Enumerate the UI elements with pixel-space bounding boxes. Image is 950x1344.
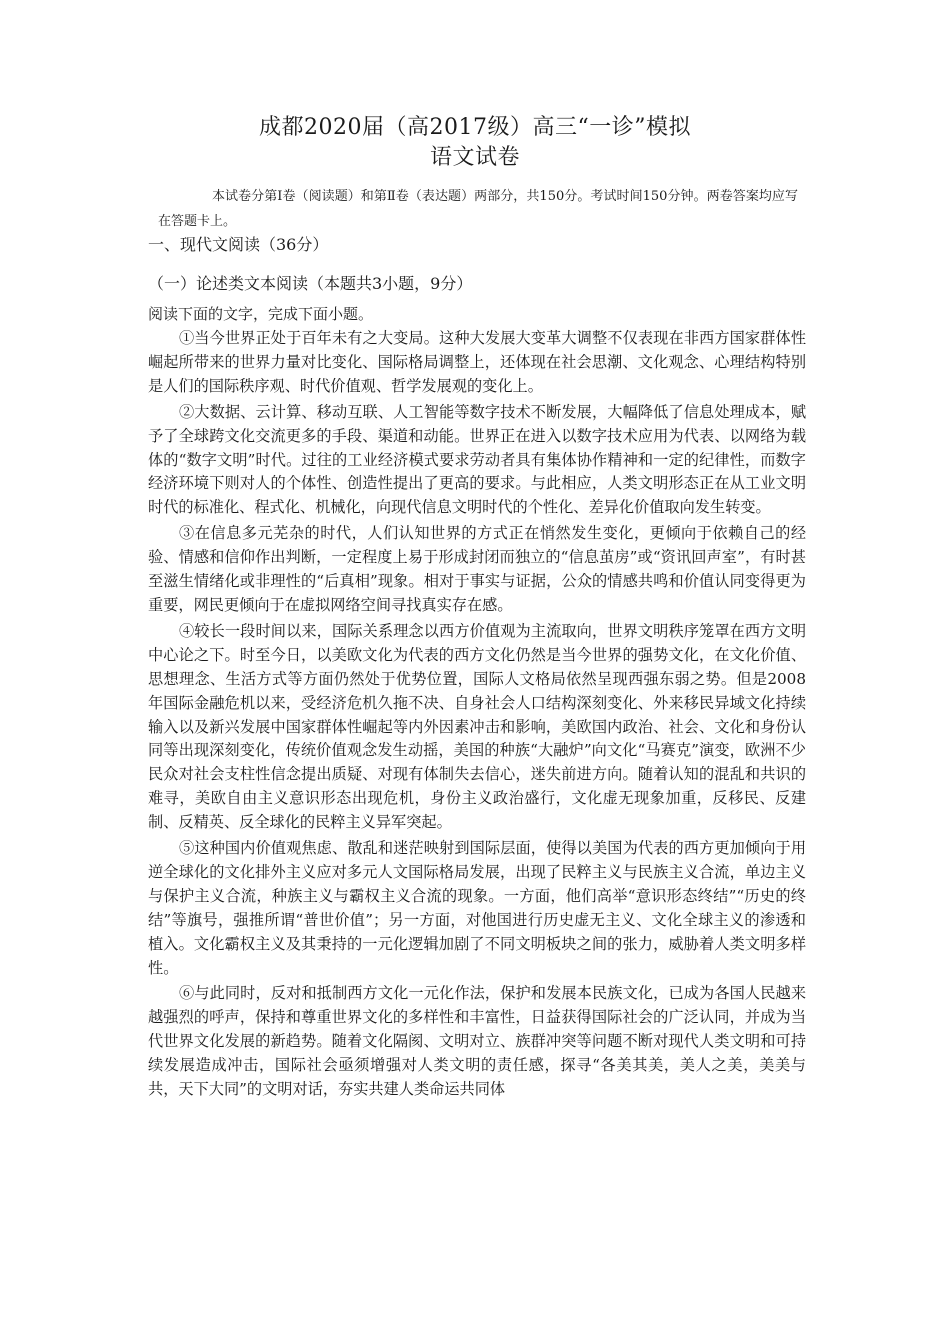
exam-instructions: 本试卷分第Ⅰ卷（阅读题）和第Ⅱ卷（表达题）两部分，共150分。考试时间150分钟。两卷答案均应写在答题卡上。 [158, 189, 798, 229]
passage-paragraph-3: ③在信息多元芜杂的时代，人们认知世界的方式正在悄然发生变化，更倾向于依赖自己的经验、情感和信仰作出判断，一定程度上易于形成封闭而独立的“信息茧房”或“资讯回声室”，有时甚至滋生情绪化或非理性的“后真相”现象。相对于事实与证据，公众的情感共鸣和价值认同变得更为重要，网民更倾向于在虚拟网络空间寻找真实存在感。 [148, 524, 806, 614]
passage-paragraph-2: ②大数据、云计算、移动互联、人工智能等数字技术不断发展，大幅降低了信息处理成本，赋予了全球跨文化交流更多的手段、渠道和动能。世界正在进入以数字技术应用为代表、以网络为载体的“数字文明”时代。过往的工业经济模式要求劳动者具有集体协作精神和一定的纪律性，而数字经济环境下则对人的个体性、创造性提出了更高的要求。与此相应，人类文明形态正在从工业文明时代的标准化、程式化、机械化，向现代信息文明时代的个性化、差异化价值取向发生转变。 [148, 402, 806, 517]
passage-paragraph-6: ⑥与此同时，反对和抵制西方文化一元化作法，保护和发展本民族文化，已成为各国人民越来越强烈的呼声，保持和尊重世界文化的多样性和丰富性，日益获得国际社会的广泛认同，并成为当代世界文化发展的新趋势。随着文化隔阂、文明对立、族群冲突等问题不断对现代人类文明和可持续发展造成冲击，国际社会亟须增强对人类文明的责任感，探寻“各美其美，美人之美，美美与共，天下大同”的文明对话，夯实共建人类命运共同体 [148, 984, 806, 1099]
passage-paragraph-4: ④较长一段时间以来，国际关系理念以西方价值观为主流取向，世界文明秩序笼罩在西方文明中心论之下。时至今日，以美欧文化为代表的西方文化仍然是当今世界的强势文化，在文化价值、思想理念、生活方式等方面仍然处于优势位置，国际人文格局依然呈现西强东弱之势。但是2008年国际金融危机以来，受经济危机久拖不决、自身社会人口结构深刻变化、外来移民异域文化持续输入以及新兴发展中国家群体性崛起等内外因素冲击和影响，美欧国内政治、社会、文化和身份认同等出现深刻变化，传统价值观念发生动摇，美国的种族“大融炉”向文化“马赛克”演变，欧洲不少民众对社会支柱性信念提出质疑、对现有体制失去信心，迷失前进方向。随着认知的混乱和共识的难寻，美欧自由主义意识形态出现危机，身份主义政治盛行，文化虚无现象加重，反移民、反建制、反精英、反全球化的民粹主义异军突起。 [148, 621, 806, 832]
section-heading: 一、现代文阅读（36分） [148, 235, 329, 254]
exam-title: 成都2020届（高2017级）高三“一诊”模拟 [259, 115, 691, 140]
subsection-heading: （一）论述类文本阅读（本题共3小题，9分） [148, 274, 473, 293]
passage-paragraph-5: ⑤这种国内价值观焦虑、散乱和迷茫映射到国际层面，使得以美国为代表的西方更加倾向于用逆全球化的文化排外主义应对多元人文国际格局发展，出现了民粹主义与民族主义合流，单边主义与保护主义合流，种族主义与霸权主义合流的现象。一方面，他们高举“意识形态终结”“历史的终结”等旗号，强推所谓“普世价值”；另一方面，对他国进行历史虚无主义、文化全球主义的渗透和植入。文化霸权主义及其秉持的一元化逻辑加剧了不同文明板块之间的张力，威胁着人类文明多样性。 [148, 839, 806, 977]
reading-passage [148, 327, 806, 1104]
passage-paragraph-1: ①当今世界正处于百年未有之大变局。这种大发展大变革大调整不仅表现在非西方国家群体性崛起所带来的世界力量对比变化、国际格局调整上，还体现在社会思潮、文化观念、心理结构特别是人们的国际秩序观、时代价值观、哲学发展观的变化上。 [148, 329, 806, 395]
reading-instruction: 阅读下面的文字，完成下面小题。 [148, 305, 374, 323]
exam-subject-title: 语文试卷 [429, 145, 520, 170]
